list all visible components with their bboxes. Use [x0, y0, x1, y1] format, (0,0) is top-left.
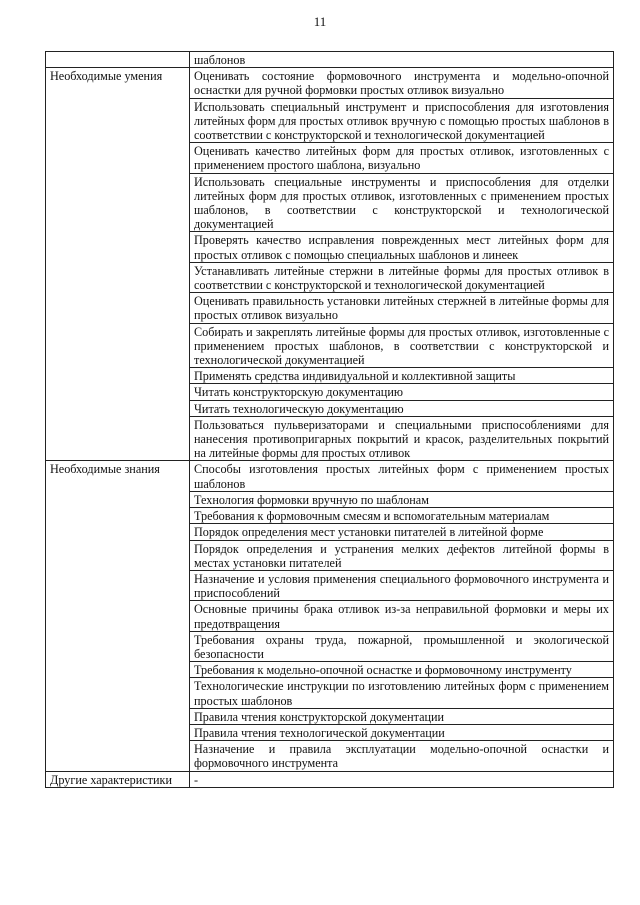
requirement-item: Порядок определения мест установки питателей в литейной форме	[190, 524, 614, 540]
table-row	[46, 771, 614, 787]
requirement-item: Назначение и правила эксплуатации модельно-опочной оснастки и формовочного инструмента	[190, 741, 614, 771]
requirement-item: Технологические инструкции по изготовлению литейных форм с применением простых шаблонов	[190, 678, 614, 708]
requirement-item: Основные причины брака отливок из-за неправильной формовки и меры их предотвращения	[190, 601, 614, 631]
category-label: Необходимые умения	[46, 68, 190, 461]
requirements-table	[45, 51, 614, 788]
requirement-item: Назначение и условия применения специального формовочного инструмента и приспособлений	[190, 570, 614, 600]
requirement-item: Требования охраны труда, пожарной, промышленной и экологической безопасности	[190, 631, 614, 661]
page-number: 11	[313, 14, 327, 29]
continued-item-cell: шаблонов	[190, 52, 614, 68]
requirement-item: Оценивать правильность установки литейных стержней в литейные формы для простых отливок визуально	[190, 293, 614, 323]
table-row	[46, 52, 614, 68]
requirement-item: Устанавливать литейные стержни в литейные формы для простых отливок в соответствии с конструкторской и технологической документацией	[190, 262, 614, 292]
requirements-table-body	[46, 52, 614, 788]
requirement-item: Использовать специальный инструмент и приспособления для изготовления литейных форм для простых отливок вручную с помощью простых шаблонов в соответствии с конструкторской и технологической документацией	[190, 98, 614, 143]
requirement-item: Пользоваться пульверизаторами и специальными приспособлениями для нанесения противопригарных покрытий и красок, разделительных покрытий на литейные формы для простых отливок	[190, 416, 614, 461]
requirement-item: Правила чтения технологической документации	[190, 724, 614, 740]
requirement-item: Требования к формовочным смесям и вспомогательным материалам	[190, 508, 614, 524]
table-row	[46, 461, 614, 491]
requirement-item: -	[190, 771, 614, 787]
requirement-item: Способы изготовления простых литейных форм с применением простых шаблонов	[190, 461, 614, 491]
requirement-item: Читать конструкторскую документацию	[190, 384, 614, 400]
category-cell-empty	[46, 52, 190, 68]
requirement-item: Требования к модельно-опочной оснастке и формовочному инструменту	[190, 662, 614, 678]
category-label: Другие характеристики	[46, 771, 190, 787]
requirement-item: Применять средства индивидуальной и коллективной защиты	[190, 368, 614, 384]
requirement-item: Оценивать состояние формовочного инструмента и модельно-опочной оснастки для ручной формовки простых отливок визуально	[190, 68, 614, 98]
requirement-item: Читать технологическую документацию	[190, 400, 614, 416]
table-row	[46, 68, 614, 98]
requirement-item: Оценивать качество литейных форм для простых отливок, изготовленных с применением простого шаблона, визуально	[190, 143, 614, 173]
requirement-item: Проверять качество исправления поврежденных мест литейных форм для простых отливок с помощью специальных шаблонов и линеек	[190, 232, 614, 262]
requirement-item: Собирать и закреплять литейные формы для простых отливок, изготовленные с применением простых шаблонов, в соответствии с конструкторской и технологической документацией	[190, 323, 614, 368]
requirement-item: Правила чтения конструкторской документации	[190, 708, 614, 724]
requirement-item: Использовать специальные инструменты и приспособления для отделки литейных форм для простых отливок, изготовленных с применением простых шаблонов, в соответствии с конструкторской и технологической документацией	[190, 173, 614, 232]
requirement-item: Порядок определения и устранения мелких дефектов литейной формы в местах установки питателей	[190, 540, 614, 570]
category-label: Необходимые знания	[46, 461, 190, 771]
requirement-item: Технология формовки вручную по шаблонам	[190, 491, 614, 507]
